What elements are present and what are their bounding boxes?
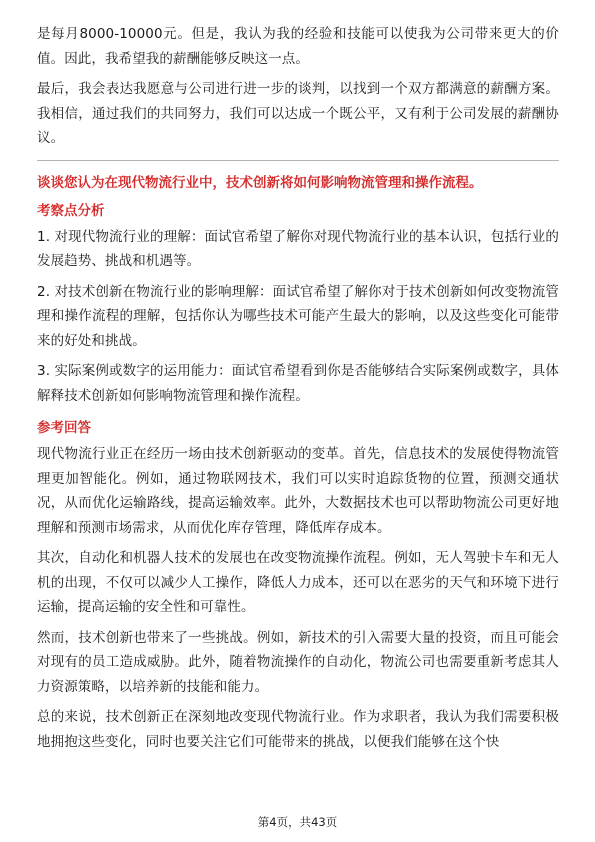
answer-paragraph: 总的来说，技术创新正在深刻地改变现代物流行业。作为求职者，我认为我们需要积极地拥抱这些变化，同时也要关注它们可能带来的挑战，以便我们能够在这个快 (37, 709, 559, 750)
answer-paragraph: 其次，自动化和机器人技术的发展也在改变物流操作流程。例如，无人驾驶卡车和无人机的出现，不仅可以减少人工操作，降低人力成本，还可以在恶劣的天气和环境下进行运输，提高运输的安全性和可靠性。 (37, 550, 559, 615)
analysis-item: 2. 对技术创新在物流行业的影响理解：面试官希望了解你对于技术创新如何改变物流管理和操作流程的理解，包括你认为哪些技术可能产生最大的影响，以及这些变化可能带来的好处和挑战。 (37, 283, 559, 349)
section-divider (37, 160, 559, 161)
page-number-footer: 第4页，共43页 (257, 815, 338, 829)
question-heading: 谈谈您认为在现代物流行业中，技术创新将如何影响物流管理和操作流程。 (37, 174, 483, 191)
page-content (37, 22, 559, 760)
answer-paragraph: 现代物流行业正在经历一场由技术创新驱动的变革。首先，信息技术的发展使得物流管理更加智能化。例如，通过物联网技术，我们可以实时追踪货物的位置，预测交通状况，从而优化运输路线，提高运输效率。此外，大数据技术也可以帮助物流公司更好地理解和预测市场需求，从而优化库存管理，降低库存成本。 (37, 446, 559, 536)
analysis-item: 1. 对现代物流行业的理解：面试官希望了解你对现代物流行业的基本认识，包括行业的发展趋势、挑战和机遇等。 (37, 228, 559, 269)
analysis-title: 考察点分析 (37, 202, 105, 219)
analysis-item: 3. 实际案例或数字的运用能力：面试官希望看到你是否能够结合实际案例或数字，具体解释技术创新如何影响物流管理和操作流程。 (37, 363, 559, 404)
answer-paragraph: 然而，技术创新也带来了一些挑战。例如，新技术的引入需要大量的投资，而且可能会对现有的员工造成威胁。此外，随着物流操作的自动化，物流公司也需要重新考虑其人力资源策略，以培养新的技能和能力。 (37, 629, 559, 695)
answer-title: 参考回答 (37, 420, 91, 436)
intro-paragraph: 是每月8000-10000元。但是，我认为我的经验和技能可以使我为公司带来更大的价值。因此，我希望我的薪酬能够反映这一点。 (37, 26, 559, 67)
intro-paragraph: 最后，我会表达我愿意与公司进行进一步的谈判，以找到一个双方都满意的薪酬方案。我相信，通过我们的共同努力，我们可以达成一个既公平，又有利于公司发展的薪酬协议。 (37, 81, 559, 146)
